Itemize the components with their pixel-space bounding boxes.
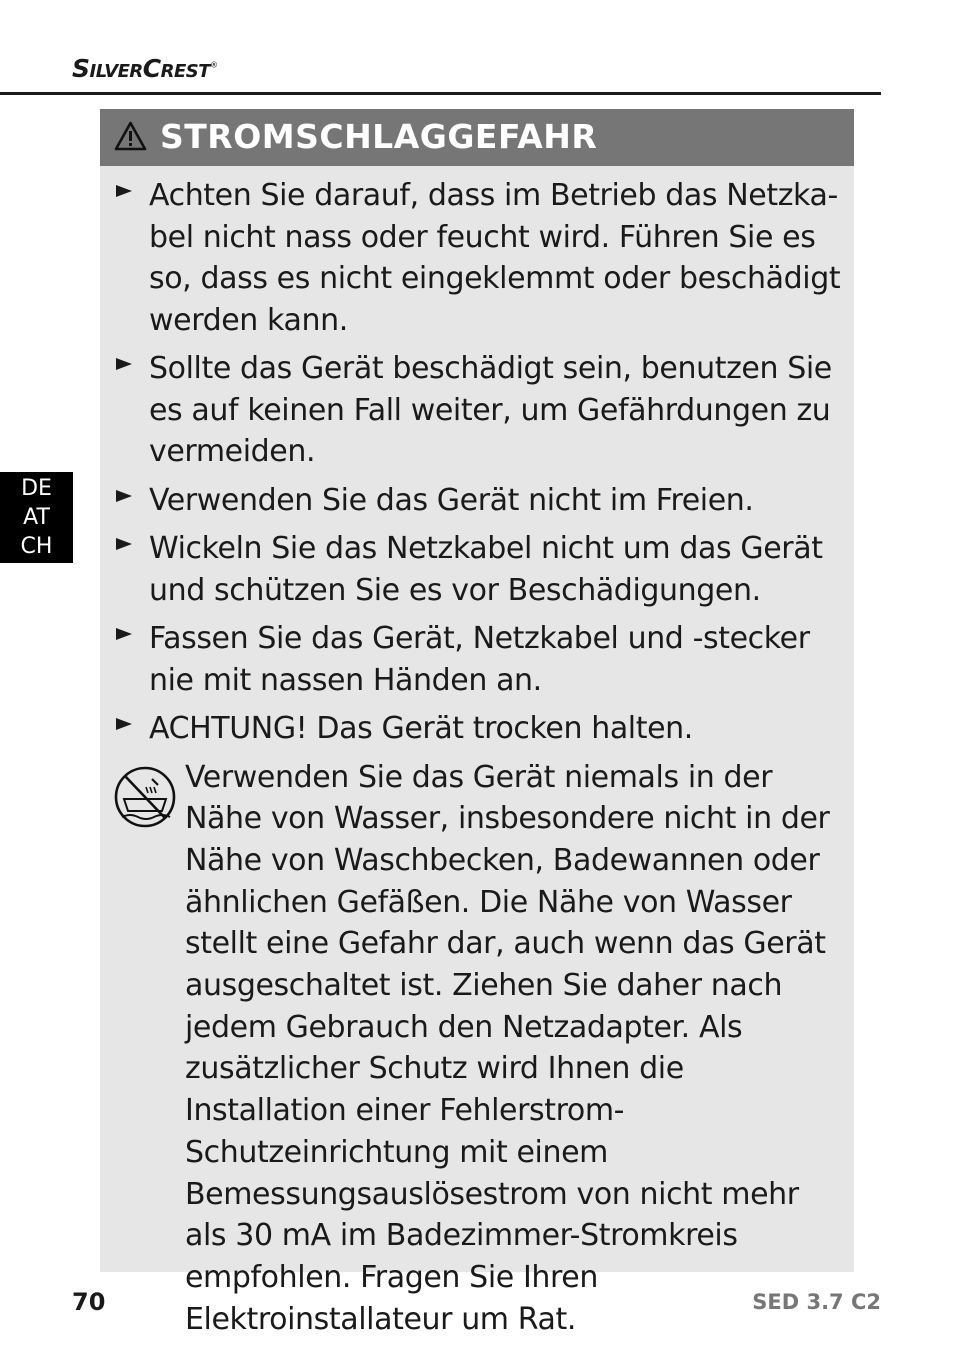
list-item-text: Sollte das Gerät beschädigt sein, benutzen Sie es auf keinen Fall weiter, um Gefährdungen zu vermeiden. bbox=[149, 351, 832, 469]
page-number: 70 bbox=[72, 1288, 106, 1316]
list-item-text: Wickeln Sie das Netzkabel nicht um das Gerät und schützen Sie es vor Beschädigungen. bbox=[149, 531, 823, 608]
water-notice bbox=[100, 757, 854, 1341]
list-item bbox=[100, 528, 854, 611]
bullet-arrow-icon bbox=[116, 538, 132, 550]
instruction-list bbox=[100, 175, 854, 1340]
model-number: SED 3.7 C2 bbox=[752, 1290, 881, 1314]
list-item bbox=[100, 618, 854, 701]
language-tab bbox=[0, 472, 73, 563]
no-water-bathtub-icon bbox=[112, 765, 178, 829]
list-item bbox=[100, 348, 854, 473]
warning-title: STROMSCHLAGGEFAHR bbox=[160, 117, 598, 156]
bullet-arrow-icon bbox=[116, 490, 132, 502]
lang-ch: CH bbox=[20, 534, 53, 559]
list-item-text: Achten Sie darauf, dass im Betrieb das Netzka-bel nicht nass oder feucht wird. Führen Sie es so, dass es nicht eingeklemmt oder beschädigt werden kann. bbox=[149, 178, 841, 338]
header-rule bbox=[0, 92, 881, 95]
warning-triangle-icon bbox=[114, 121, 147, 151]
lang-at: AT bbox=[23, 505, 50, 530]
bullet-arrow-icon bbox=[116, 718, 132, 730]
list-item bbox=[100, 175, 854, 341]
water-notice-text: Verwenden Sie das Gerät niemals in der Nähe von Wasser, insbesondere nicht in der Nähe von Waschbecken, Badewannen oder ähnlichen Gefäßen. Die Nähe von Wasser stellt eine Gefahr dar, auch wenn das Gerät ausgeschaltet ist. Ziehen Sie daher nach jedem Gebrauch den Netzadapter. Als zusätzlicher Schutz wird Ihnen die Installation einer Fehlerstrom-Schutzeinrichtung mit einem Bemessungsauslösestrom von nicht mehr als 30 mA im Badezimmer-Stromkreis empfohlen. Fragen Sie Ihren Elektroinstallateur um Rat. bbox=[185, 759, 830, 1337]
list-item-text: Verwenden Sie das Gerät nicht im Freien. bbox=[149, 482, 754, 518]
list-item bbox=[100, 480, 854, 522]
list-item-text: ACHTUNG! Das Gerät trocken halten. bbox=[149, 711, 693, 746]
bullet-arrow-icon bbox=[116, 358, 132, 370]
bullet-arrow-icon bbox=[116, 628, 132, 640]
list-item bbox=[100, 708, 854, 750]
bullet-arrow-icon bbox=[116, 185, 132, 197]
warning-header bbox=[100, 109, 854, 166]
registered-mark: ® bbox=[210, 60, 218, 70]
brand-name: SilverCrest bbox=[72, 54, 211, 83]
lang-de: DE bbox=[21, 476, 52, 501]
list-item-text: Fassen Sie das Gerät, Netzkabel und -stecker nie mit nassen Händen an. bbox=[149, 621, 810, 698]
brand-logo bbox=[72, 54, 218, 83]
